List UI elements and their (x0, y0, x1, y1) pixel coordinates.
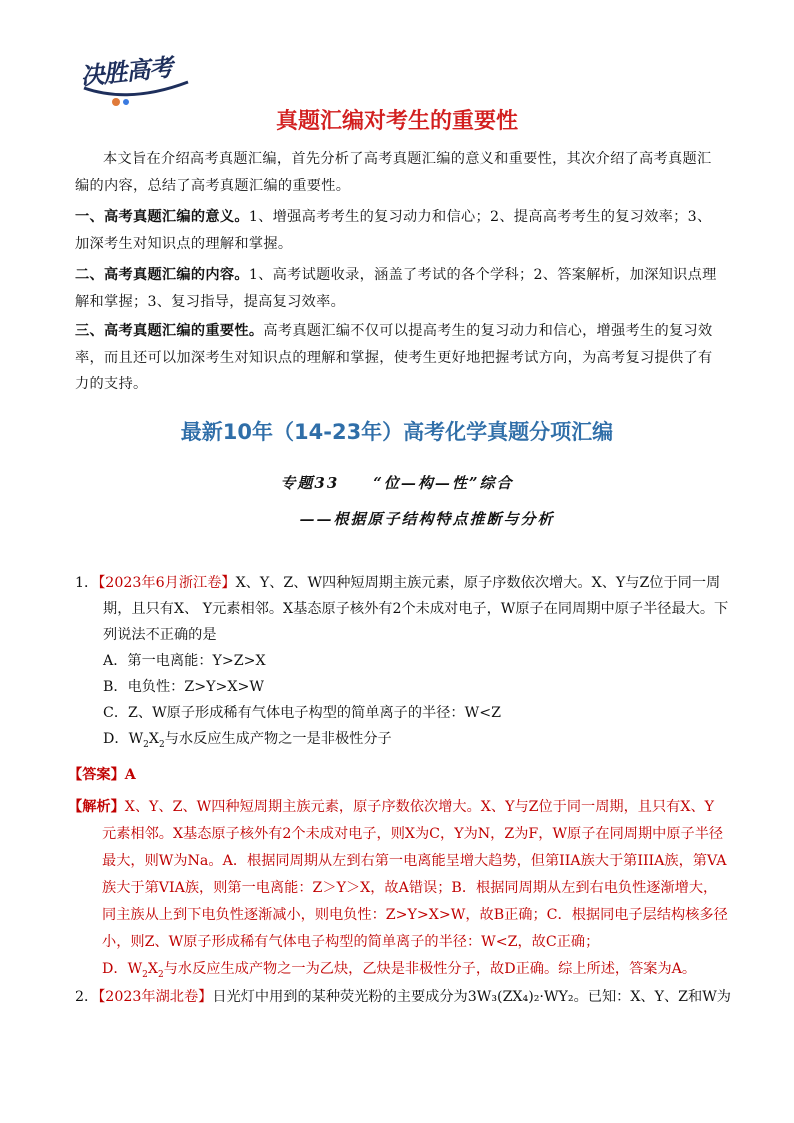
question-2 (75, 984, 735, 1010)
topic-number: 专题33 (280, 474, 340, 492)
answer-label: 【答案】 (68, 767, 125, 783)
option-a: A．第一电离能：Y>Z>X (103, 653, 266, 669)
option-b: B．电负性：Z>Y>X>W (103, 679, 264, 695)
collection-title: 最新10年（14-23年）高考化学真题分项汇编 (180, 420, 614, 444)
question-source: 【2023年6月浙江卷】 (98, 575, 236, 591)
question-text: X、Y、Z、W四种短周期主族元素，原子序数依次增大。X、Y与Z位于同一周期，且只有X、 Y元素相邻。X基态原子核外有2个未成对电子，W原子在同周期中原子半径最大。下列说法不正确的是 (103, 575, 729, 643)
section-heading: 三、高考真题汇编的重要性。 (75, 323, 264, 339)
answer (68, 764, 136, 784)
section-meaning (75, 204, 725, 257)
section-content (75, 262, 725, 315)
section-heading: 一、高考真题汇编的意义。 (75, 209, 249, 225)
question-text: 日光灯中用到的某种荧光粉的主要成分为3W₃(ZX₄)₂·WY₂。已知：X、Y、Z和W为 (212, 989, 731, 1005)
question-1 (75, 570, 735, 758)
question-source: 【2023年湖北卷】 (98, 989, 213, 1005)
topic-name: “位—构—性”综合 (373, 474, 514, 492)
section-importance (75, 318, 725, 398)
analysis-label: 【解析】 (68, 799, 125, 815)
option-c: C．Z、W原子形成稀有气体电子构型的简单离子的半径：W<Z (103, 705, 501, 721)
analysis (68, 794, 728, 989)
question-number: 2． (75, 989, 99, 1005)
subtopic-heading: ——根据原子结构特点推断与分析 (299, 510, 555, 528)
analysis-text: X、Y、Z、W四种短周期主族元素，原子序数依次增大。X、Y与Z位于同一周期，且只有X、Y元素相邻。X基态原子核外有2个未成对电子，则X为C，Y为N，Z为F，W原子在同周期中原子半径最大，则W为Na。A．根据同周期从左到右第一电离能呈增大趋势，但第IIA族大于第IIIA族，第VA族大于第VIA族，则第一电离能：Z＞Y＞X，故A错误；B．根据同周期从左到右电负性逐渐增大，同主族从上到下电负性逐渐减小，则电负性：Z>Y>X>W，故B正确；C．根据同电子层结构核多径小，则Z、W原子形成稀有气体电子构型的简单离子的半径：W<Z，故C正确； (102, 799, 728, 950)
section-text: 高考真题汇编不仅可以提高考生的复习动力和信心，增强考生的复习效率，而且还可以加深考生对知识点的理解和掌握，使考生更好地把握考试方向，为高考复习提供了有力的支持。 (75, 323, 713, 392)
section-heading: 二、高考真题汇编的内容。 (75, 267, 249, 283)
section-text: 1、高考试题收录，涵盖了考试的各个学科；2、答案解析，加深知识点理解和掌握；3、复习指导，提高复习效率。 (75, 267, 717, 310)
option-d: D．$W_2X_2$与水反应生成产物之一是非极性分子 (103, 731, 392, 750)
main-title: 真题汇编对考生的重要性 (275, 109, 518, 134)
logo-text: 决胜高考 (78, 52, 174, 91)
question-stem (75, 570, 735, 648)
analysis-option-d: D．$W_2X_2$与水反应生成产物之一为乙炔，乙炔是非极性分子，故D正确。综上所述，答案为A。 (102, 961, 697, 980)
topic-heading (0, 472, 794, 493)
question-number: 1． (75, 575, 99, 591)
intro-paragraph: 本文旨在介绍高考真题汇编，首先分析了高考真题汇编的意义和重要性，其次介绍了高考真题汇编的内容，总结了高考真题汇编的重要性。 (75, 151, 712, 194)
section-text: 1、增强高考考生的复习动力和信心；2、提高高考考生的复习效率；3、加深考生对知识点的理解和掌握。 (75, 209, 712, 252)
answer-value: A (124, 767, 136, 783)
